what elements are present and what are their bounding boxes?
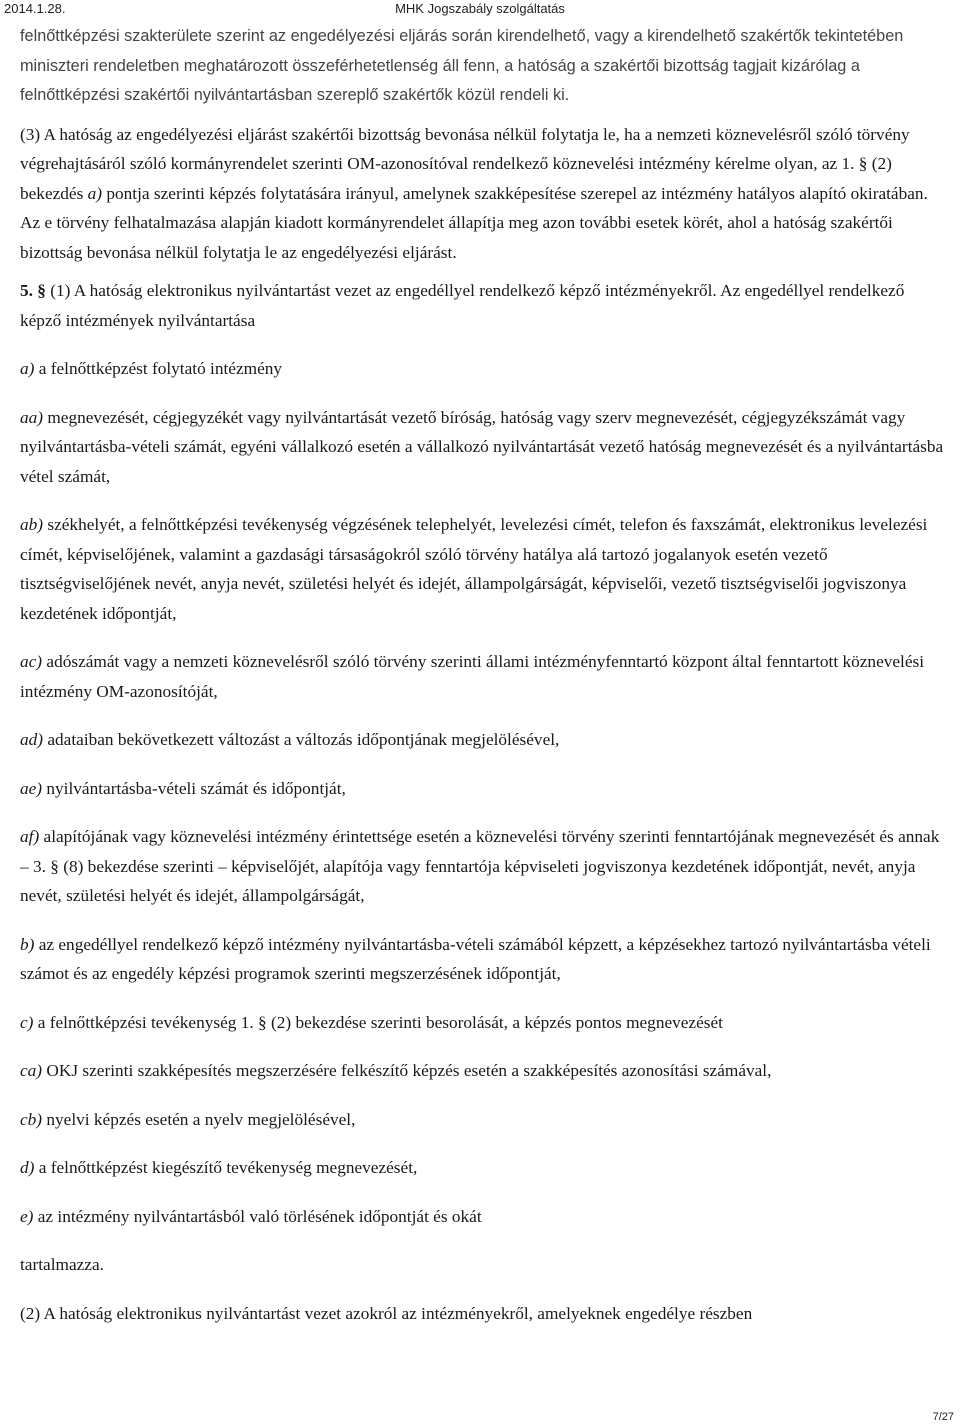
point-ca-label: ca) bbox=[20, 1061, 43, 1080]
section-5-text: (1) A hatóság elektronikus nyilvántartást vezet az engedéllyel rendelkező képző intézményekről. Az engedéllyel rendelkező képző intézmények nyilvántartása bbox=[20, 281, 905, 330]
section-5-number: 5. § bbox=[20, 281, 46, 300]
print-date: 2014.1.28. bbox=[4, 1, 66, 16]
point-ca-text: OKJ szerinti szakképesítés megszerzésére felkészítő képzés esetén a szakképesítés azonosítási számával, bbox=[42, 1061, 772, 1080]
section-5-paragraph-2: (2) A hatóság elektronikus nyilvántartást vezet azokról az intézményekről, amelyeknek engedélye részben bbox=[20, 1303, 753, 1323]
point-af-label: af) bbox=[20, 827, 40, 846]
point-ac-text: adószámát vagy a nemzeti köznevelésről szóló törvény szerinti állami intézményfenntartó központ által fenntartott köznevelési intézmény OM-azonosítóját, bbox=[20, 652, 925, 701]
point-aa bbox=[20, 403, 945, 492]
point-ae bbox=[20, 774, 945, 804]
page-number: 7/27 bbox=[932, 1411, 954, 1423]
point-ae-text: nyilvántartásba-vételi számát és időpontját, bbox=[42, 778, 346, 798]
point-ad bbox=[20, 725, 945, 755]
point-ac bbox=[20, 647, 945, 706]
point-a-label: a) bbox=[20, 359, 35, 378]
document-body bbox=[20, 22, 945, 1328]
point-e bbox=[20, 1202, 945, 1232]
point-af-text: alapítójának vagy köznevelési intézmény érintettsége esetén a köznevelési törvény szerinti fenntartójának megnevezését és annak – 3. § (8) bekezdése szerinti – képviselőjét, alapítója vagy fenntartója képviseleti jogviszonya kezdetének időpontját, nevét, anyja nevét, születési helyét és idejét, állampolgárságát, bbox=[20, 827, 940, 905]
p3-text-a: (3) A hatóság az engedélyezési eljárást szakértői bizottság bevonása nélkül folytatja le, ha a nemzeti köznevelésről szóló törvény végrehajtásáról szóló kormányrendelet szerinti OM-azonosítóval rendelkező köznevelési intézmény kérelme olyan, az 1. § (2) bekezdés bbox=[20, 124, 910, 203]
point-ac-label: ac) bbox=[20, 652, 43, 671]
point-ab bbox=[20, 510, 945, 628]
section-4-paragraph-3 bbox=[20, 120, 945, 268]
point-b bbox=[20, 930, 945, 989]
p3-point-ref: a) bbox=[87, 183, 103, 203]
point-b-text: az engedéllyel rendelkező képző intézmény nyilvántartásba-vételi számából képzett, a képzésekhez tartozó nyilvántartásba vételi számot és az engedély képzési programok szerinti megszerzésének időpontját, bbox=[20, 934, 931, 983]
point-e-label: e) bbox=[20, 1206, 34, 1226]
point-d bbox=[20, 1153, 945, 1183]
site-title: MHK Jogszabály szolgáltatás bbox=[395, 1, 565, 16]
point-a-text: a felnőttképzést folytató intézmény bbox=[34, 359, 283, 378]
point-cb bbox=[20, 1105, 945, 1135]
point-aa-text: megnevezését, cégjegyzékét vagy nyilvántartását vezető bíróság, hatóság vagy szerv megnevezését, cégjegyzékszámát vagy nyilvántartásba-vételi számát, egyéni vállalkozó esetén a vállalkozó nyilvántartását vezető hatóság megnevezését és a nyilvántartásba vétel számát, bbox=[20, 407, 944, 486]
point-c-label: c) bbox=[20, 1012, 34, 1032]
point-ab-text: székhelyét, a felnőttképzési tevékenység végzésének telephelyét, levelezési címét, telefon és faxszámát, elektronikus levelezési címét, képviselőjének, valamint a gazdasági társaságokról szóló törvény hatálya alá tartozó jogalanyok esetén vezető tisztségviselőjének nevét, anyja nevét, születési helyét és idejét, állampolgárságát, képviselői, vezető tisztségviselői jogviszonya kezdetének időpontját, bbox=[20, 515, 928, 623]
point-ad-label: ad) bbox=[20, 730, 44, 749]
page-header bbox=[0, 0, 960, 18]
intro-paragraph: felnőttképzési szakterülete szerint az engedélyezési eljárás során kirendelhető, vagy a kirendelhető szakértők tekintetében miniszteri rendeletben meghatározott összeférhetetlenség áll fenn, a hatóság a szakértői bizottság tagjait kizárólag a felnőttképzési szakértői nyilvántartásban szereplő szakértők közül rendeli ki. bbox=[20, 27, 904, 104]
point-cb-text: nyelvi képzés esetén a nyelv megjelölésével, bbox=[42, 1109, 356, 1129]
point-cb-label: cb) bbox=[20, 1109, 43, 1129]
point-ab-label: ab) bbox=[20, 515, 44, 534]
point-e-text: az intézmény nyilvántartásból való törlésének időpontját és okát bbox=[33, 1206, 482, 1226]
point-c-text: a felnőttképzési tevékenység 1. § (2) bekezdése szerinti besorolását, a képzés pontos megnevezését bbox=[33, 1012, 723, 1032]
point-a bbox=[20, 354, 945, 384]
section-5-paragraph-1 bbox=[20, 276, 945, 335]
point-d-text: a felnőttképzést kiegészítő tevékenység megnevezését, bbox=[34, 1158, 418, 1177]
point-ca bbox=[20, 1056, 945, 1086]
closing-text: tartalmazza. bbox=[20, 1255, 104, 1274]
point-c bbox=[20, 1008, 945, 1038]
point-b-label: b) bbox=[20, 934, 35, 954]
point-af bbox=[20, 822, 945, 911]
point-ae-label: ae) bbox=[20, 778, 43, 798]
p3-text-b: pontja szerinti képzés folytatására irányul, amelynek szakképesítése szerepel az intézmény hatályos alapító okiratában. Az e törvény felhatalmazása alapján kiadott kormányrendelet állapítja meg azon további esetek körét, ahol a hatóság szakértői bizottság bevonása nélkül folytatja le az engedélyezési eljárást. bbox=[20, 183, 928, 262]
point-d-label: d) bbox=[20, 1158, 35, 1177]
point-ad-text: adataiban bekövetkezett változást a változás időpontjának megjelölésével, bbox=[43, 730, 560, 749]
point-aa-label: aa) bbox=[20, 407, 44, 427]
